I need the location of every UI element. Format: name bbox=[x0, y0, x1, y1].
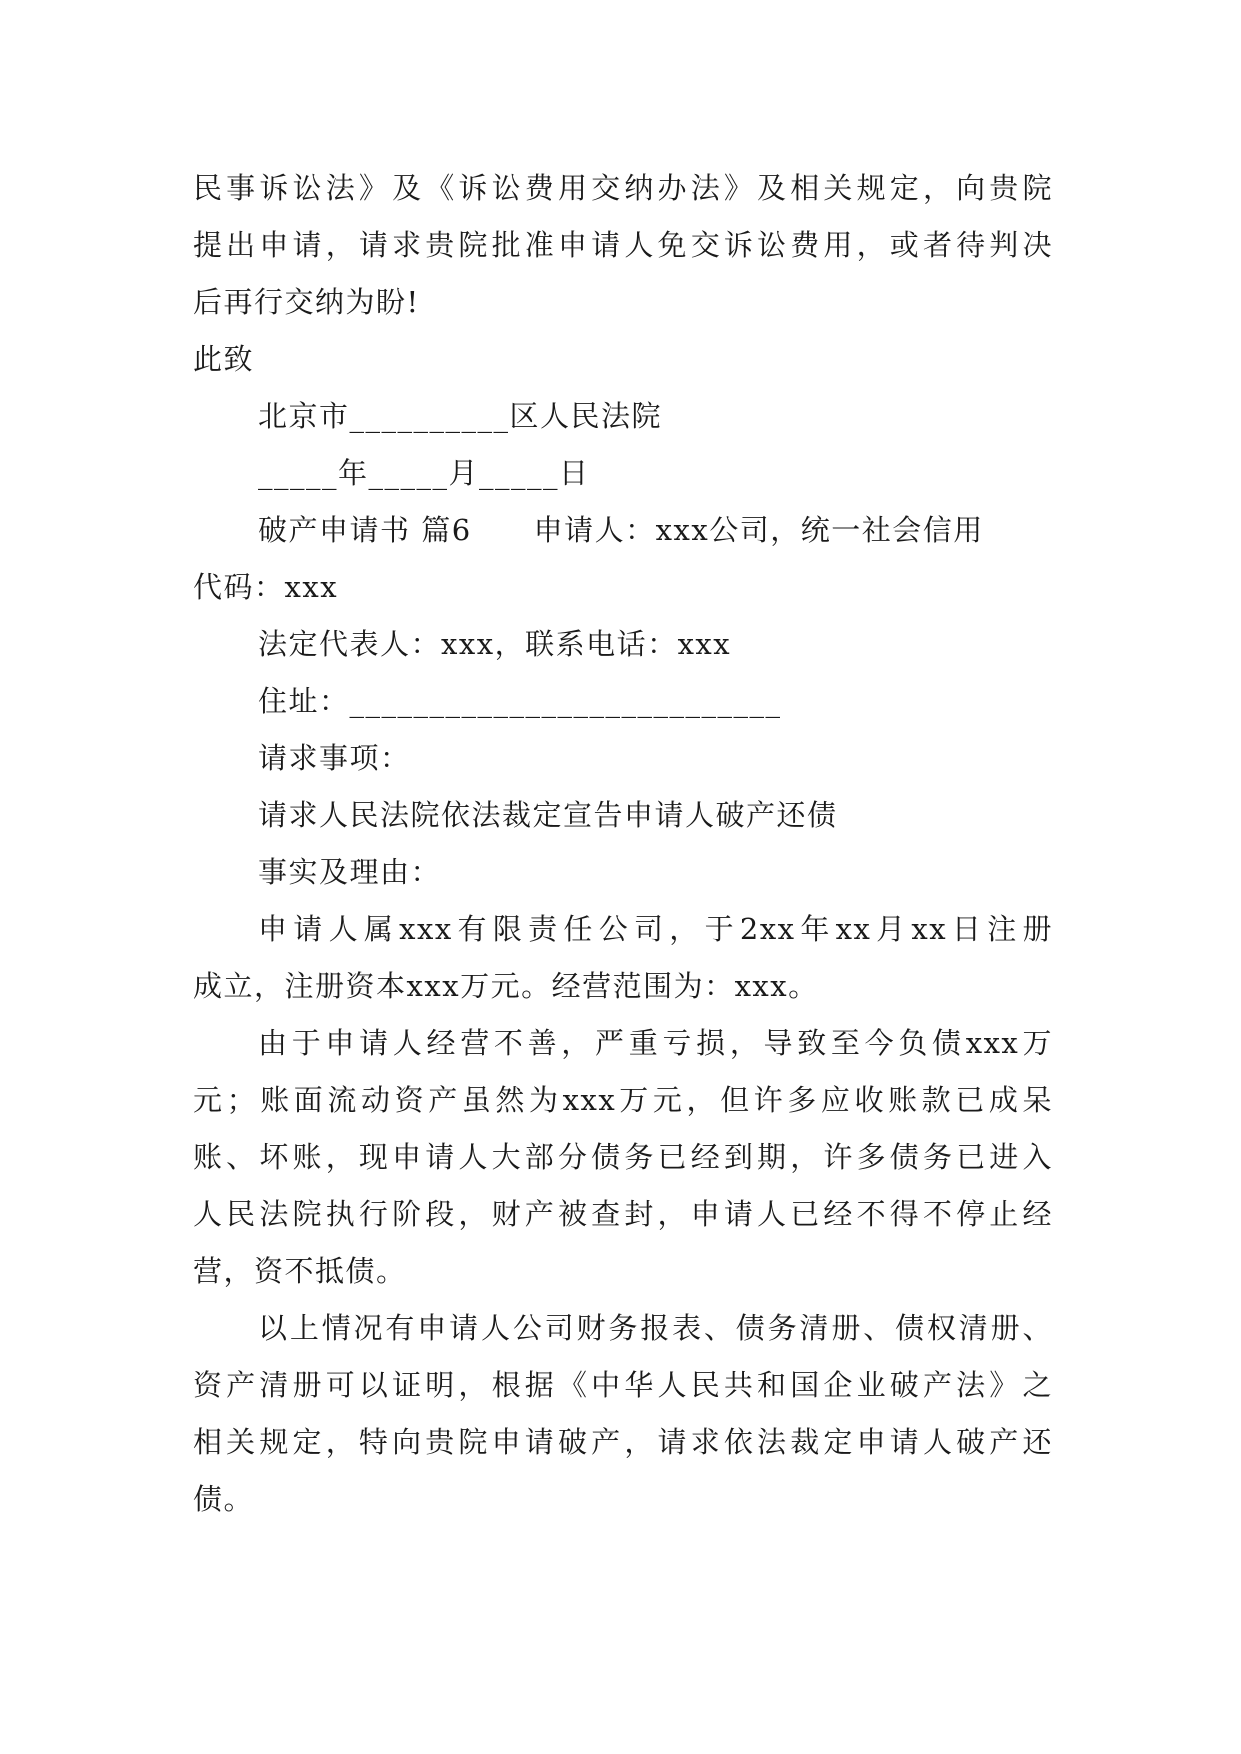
court-addressee: 北京市__________区人民法院 bbox=[258, 399, 663, 433]
text-line: 民事诉讼法》及《诉讼费用交纳办法》及相关规定，向贵院 bbox=[193, 171, 1053, 205]
date-line: _____年_____月_____日 bbox=[258, 456, 590, 490]
section-title: 破产申请书 篇6 bbox=[258, 513, 472, 547]
legal-representative: 法定代表人：xxx，联系电话：xxx bbox=[258, 627, 732, 661]
facts-heading: 事实及理由： bbox=[258, 855, 442, 889]
text-line: 人民法院执行阶段，财产被查封，申请人已经不得不停止经 bbox=[193, 1197, 1053, 1231]
text-line: 代码：xxx bbox=[193, 570, 339, 604]
text-line: 资产清册可以证明，根据《中华人民共和国企业破产法》之 bbox=[193, 1368, 1053, 1402]
address-line: 住址：___________________________ bbox=[258, 684, 782, 718]
text-line: 营，资不抵债。 bbox=[193, 1254, 407, 1288]
text-line: 由于申请人经营不善，严重亏损，导致至今负债xxx万 bbox=[258, 1026, 1053, 1060]
text-line: 债。 bbox=[193, 1482, 255, 1516]
text-line: 以上情况有申请人公司财务报表、债务清册、债权清册、 bbox=[258, 1311, 1053, 1345]
text-line: 后再行交纳为盼! bbox=[193, 285, 420, 319]
text-line: 申请人属xxx有限责任公司，于2xx年xx月xx日注册 bbox=[258, 912, 1053, 946]
applicant-intro: 申请人：xxx公司，统一社会信用 bbox=[533, 513, 984, 547]
text-line: 相关规定，特向贵院申请破产，请求依法裁定申请人破产还 bbox=[193, 1425, 1053, 1459]
text-line: 提出申请，请求贵院批准申请人免交诉讼费用，或者待判决 bbox=[193, 228, 1053, 262]
document-body bbox=[193, 160, 1053, 1528]
text-line: 账、坏账，现申请人大部分债务已经到期，许多债务已进入 bbox=[193, 1140, 1053, 1174]
text-line: 元；账面流动资产虽然为xxx万元，但许多应收账款已成呆 bbox=[193, 1083, 1053, 1117]
text-line: 成立，注册资本xxx万元。经营范围为：xxx。 bbox=[193, 969, 819, 1003]
claims-heading: 请求事项： bbox=[258, 741, 411, 775]
salutation: 此致 bbox=[193, 342, 255, 376]
section-heading-line bbox=[193, 502, 1053, 559]
claims-text: 请求人民法院依法裁定宣告申请人破产还债 bbox=[258, 798, 838, 832]
